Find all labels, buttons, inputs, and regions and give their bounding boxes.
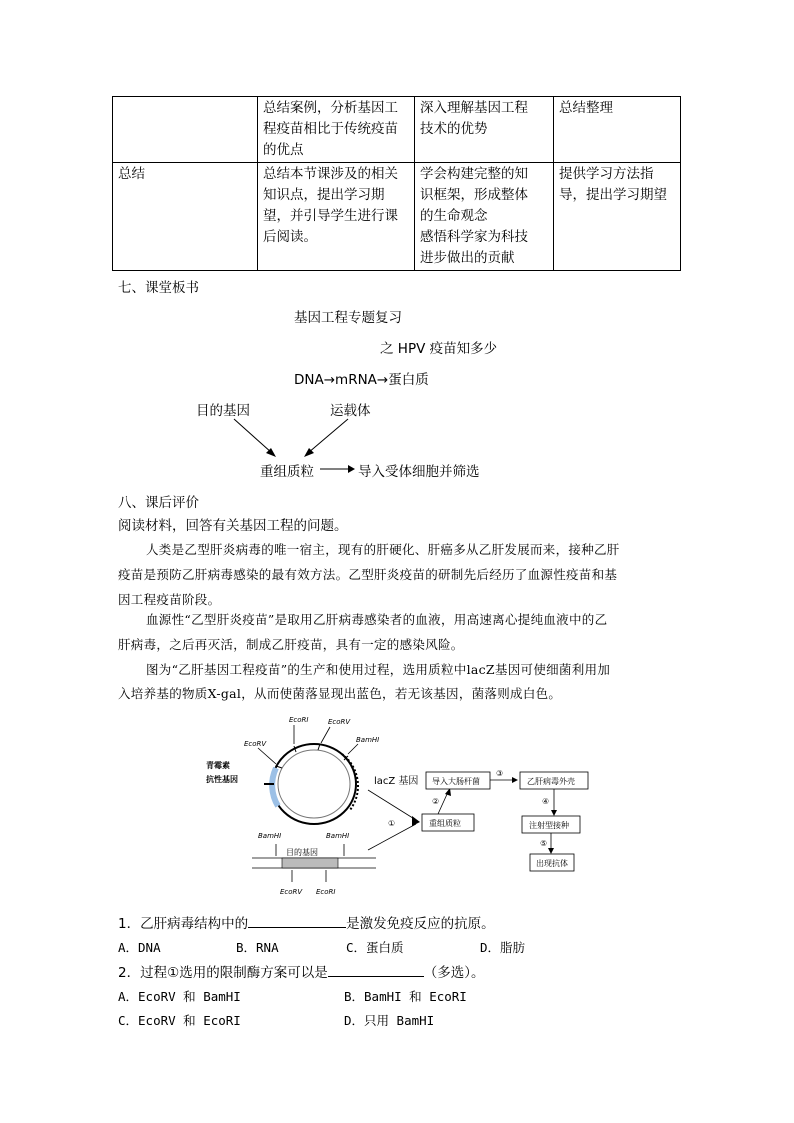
resistance-label: 青霉素 [206, 761, 230, 770]
bamhi-label: BamHI [356, 736, 380, 744]
table-cell: 总结案例，分析基因工 程疫苗相比于传统疫苗 的优点 [258, 97, 415, 163]
question-text: 是激发免疫反应的抗原。 [346, 916, 495, 932]
bamhi-label: BamHI [258, 832, 282, 840]
step-label: ⑤ [540, 839, 548, 848]
resistance-label: 抗性基因 [206, 775, 238, 784]
table-cell: 总结 [113, 163, 258, 271]
paragraph-line: 因工程疫苗阶段。 [118, 592, 221, 607]
table-row [113, 97, 681, 163]
option: C．EcoRV 和 EcoRI [118, 1013, 241, 1028]
paragraph-line: 人类是乙型肝炎病毒的唯一宿主，现有的肝硬化、肝癌多从乙肝发展而来，接种乙肝 [146, 542, 620, 557]
table-row [113, 163, 681, 271]
genetic-engineering-diagram [196, 710, 616, 906]
option: C．蛋白质 [346, 940, 404, 955]
box-label: 注射型接种 [529, 821, 569, 830]
lesson-plan-table [112, 96, 681, 271]
section-heading: 八、课后评价 [118, 495, 199, 511]
box-label: 重组质粒 [429, 819, 461, 828]
question-text: （多选）。 [423, 965, 485, 981]
intro-text: 阅读材料，回答有关基因工程的问题。 [118, 518, 348, 534]
paragraph-line: 入培养基的物质X-gal，从而使菌落显现出蓝色，若无该基因，菌落则成白色。 [118, 686, 562, 701]
ecorv-label: EcoRV [244, 740, 267, 748]
option: B．RNA [236, 940, 279, 955]
board-title: 基因工程专题复习 [294, 310, 402, 326]
table-cell: 总结整理 [554, 97, 681, 163]
board-next-step: 导入受体细胞并筛选 [358, 464, 480, 480]
ecori-label: EcoRI [289, 716, 309, 724]
lacz-label: lacZ 基因 [374, 776, 419, 787]
board-arrows [230, 415, 370, 465]
ecorv-label: EcoRV [280, 888, 303, 896]
paragraph-line: 疫苗是预防乙肝病毒感染的最有效方法。乙型肝炎疫苗的研制先后经历了血源性疫苗和基 [118, 567, 618, 582]
question-1 [118, 912, 495, 932]
board-vector: 运载体 [330, 403, 371, 419]
ecori-label: EcoRI [316, 888, 336, 896]
plasmid [264, 744, 358, 824]
paragraph-line: 血源性“乙型肝炎疫苗”是取用乙肝病毒感染者的血液，用高速离心提纯血液中的乙 [146, 612, 608, 627]
answer-blank[interactable] [248, 913, 346, 928]
option: D．脂肪 [480, 940, 526, 955]
option: A．EcoRV 和 BamHI [118, 989, 241, 1004]
table-cell: 学会构建完整的知 识框架，形成整体 的生命观念 感悟科学家为科技 进步做出的贡献 [415, 163, 554, 271]
question-text: 1．乙肝病毒结构中的 [118, 916, 249, 932]
box-label: 导入大肠杆菌 [432, 777, 480, 786]
paragraph-line: 肝病毒，之后再灭活，制成乙肝疫苗，具有一定的感染风险。 [118, 637, 464, 652]
box-label: 出现抗体 [536, 859, 568, 868]
option: B．BamHI 和 EcoRI [344, 989, 467, 1004]
step-label: ② [432, 797, 440, 806]
arrow-right-icon [318, 462, 358, 476]
board-target-gene: 目的基因 [196, 403, 250, 419]
step-label: ① [388, 819, 396, 828]
answer-blank[interactable] [328, 962, 424, 977]
question-text: 2．过程①选用的限制酶方案可以是 [118, 965, 328, 981]
box-label: 乙肝病毒外壳 [527, 777, 575, 786]
table-cell: 深入理解基因工程 技术的优势 [415, 97, 554, 163]
gene-label: 目的基因 [286, 848, 318, 857]
step-label: ③ [496, 769, 504, 778]
paragraph-line: 图为“乙肝基因工程疫苗”的生产和使用过程，选用质粒中lacZ基因可使细菌利用加 [146, 662, 611, 677]
board-recombinant: 重组质粒 [260, 464, 314, 480]
table-cell: 总结本节课涉及的相关 知识点，提出学习期 望，并引导学生进行课 后阅读。 [258, 163, 415, 271]
section-heading: 七、课堂板书 [118, 280, 199, 296]
ecorv-label: EcoRV [328, 718, 351, 726]
step-label: ④ [542, 797, 550, 806]
option: D．只用 BamHI [344, 1013, 435, 1028]
bamhi-label: BamHI [326, 832, 350, 840]
table-cell [113, 97, 258, 163]
board-flow: DNA→mRNA→蛋白质 [294, 372, 429, 388]
table-cell: 提供学习方法指 导，提出学习期望 [554, 163, 681, 271]
board-subtitle: 之 HPV 疫苗知多少 [380, 341, 498, 357]
option: A．DNA [118, 940, 161, 955]
question-2 [118, 961, 484, 981]
